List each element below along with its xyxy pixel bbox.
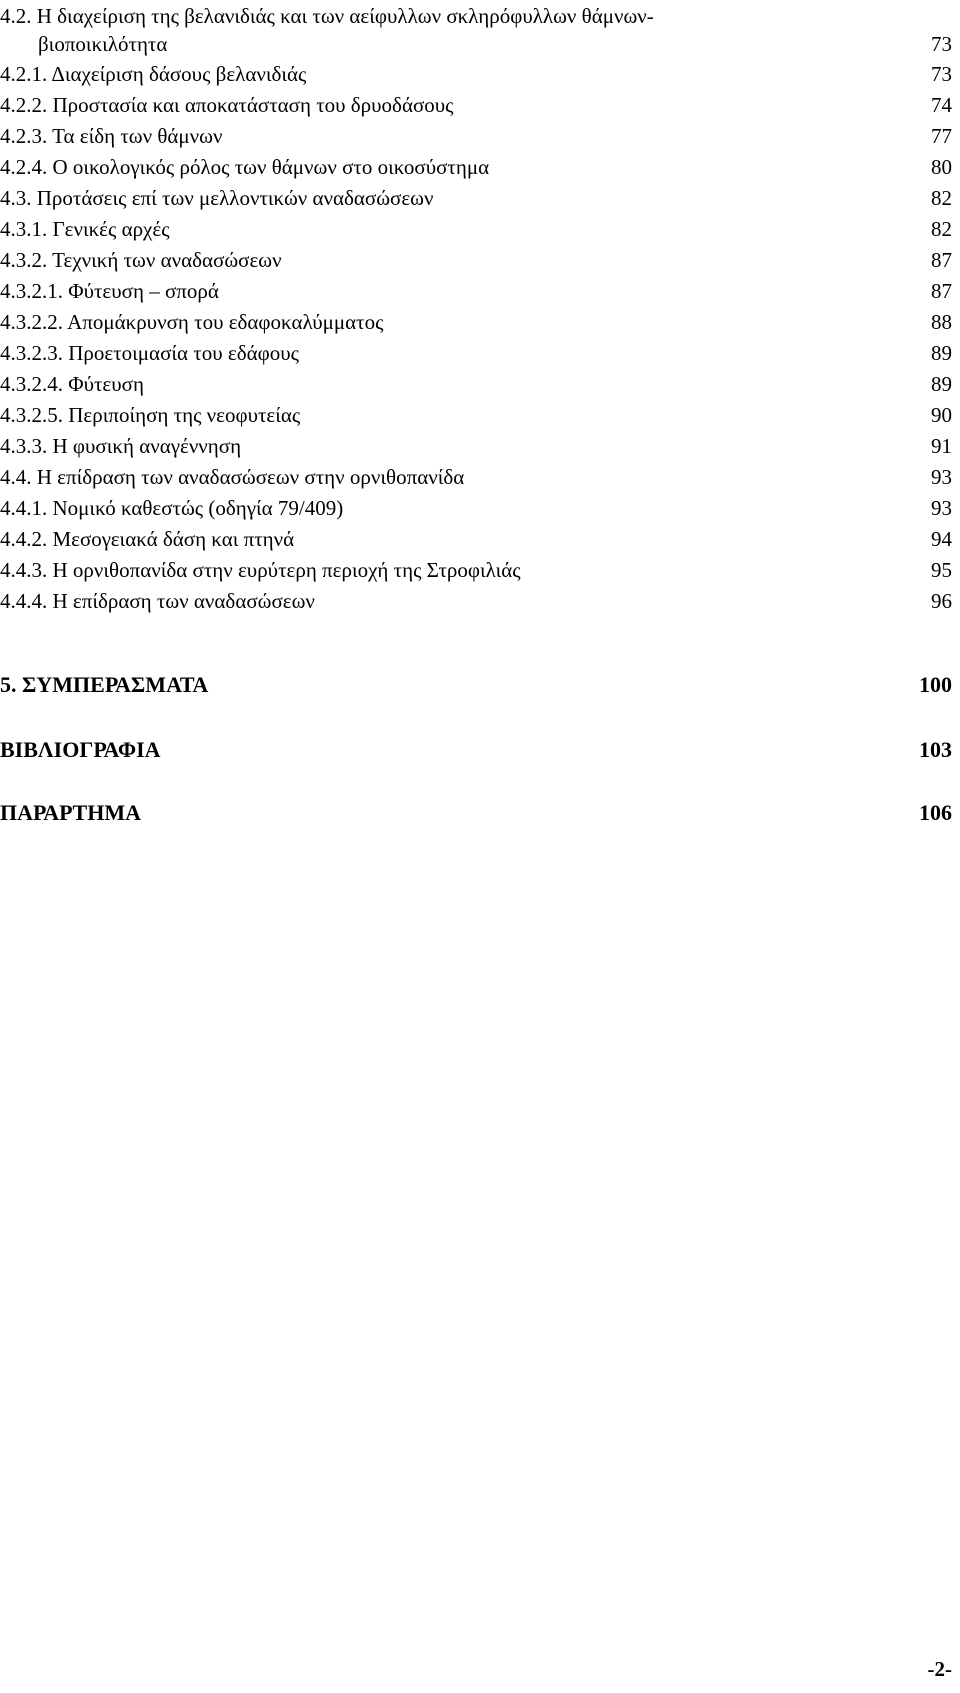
toc-entry: [0, 430, 960, 462]
toc-main-section-page: 103: [919, 737, 952, 762]
toc-entry-label: 4.3.2.5. Περιποίηση της νεοφυτείας: [0, 403, 301, 427]
toc-entry-label: 4.4.1. Νομικό καθεστώς (οδηγία 79/409): [0, 496, 344, 520]
toc-entry: [0, 213, 960, 245]
toc-entry-label: 4.3.2.1. Φύτευση – σπορά: [0, 279, 219, 303]
toc-entry-page: 96: [931, 589, 952, 613]
toc-main-section: [0, 734, 960, 766]
toc-entry: [0, 368, 960, 400]
toc-entry: [0, 306, 960, 338]
toc-entry-label: 4.2.2. Προστασία και αποκατάσταση του δρυοδάσους: [0, 93, 454, 117]
toc-entry: [0, 554, 960, 586]
toc-entry: [0, 182, 960, 214]
toc-entry-page: 94: [931, 527, 952, 551]
toc-entry-label: 4.4.4. Η επίδραση των αναδασώσεων: [0, 589, 315, 613]
toc-entry-page: 90: [931, 403, 952, 427]
toc-entry-page: 77: [931, 124, 952, 148]
toc-entry-label: 4.4.3. Η ορνιθοπανίδα στην ευρύτερη περιοχή της Στροφιλιάς: [0, 558, 521, 582]
toc-entry-page: 80: [931, 155, 952, 179]
toc-entry-page: 87: [931, 248, 952, 272]
toc-entry-page: 73: [931, 32, 952, 56]
toc-entry: [0, 151, 960, 183]
toc-entry-label: 4.3.1. Γενικές αρχές: [0, 217, 170, 241]
toc-entry-label: 4.2.3. Τα είδη των θάμνων: [0, 124, 223, 148]
toc-entry-label: 4.4.2. Μεσογειακά δάση και πτηνά: [0, 527, 295, 551]
toc-entry-page: 91: [931, 434, 952, 458]
toc-main-section-page: 106: [919, 800, 952, 825]
toc-entry-label: 4.3.3. Η φυσική αναγέννηση: [0, 434, 242, 458]
toc-main-section-page: 100: [919, 672, 952, 697]
toc-entry-page: 88: [931, 310, 952, 334]
toc-entry: [0, 120, 960, 152]
toc-entry-label: 4.2.1. Διαχείριση δάσους βελανιδιάς: [0, 62, 307, 86]
toc-entry: [0, 523, 960, 555]
toc-entry: [0, 275, 960, 307]
toc-entry-page: 74: [931, 93, 952, 117]
toc-entry: [0, 58, 960, 90]
toc-entry: [0, 244, 960, 276]
toc-entry-label: 4.3.2.4. Φύτευση: [0, 372, 144, 396]
toc-entry: [0, 461, 960, 493]
toc-entry-label: 4.3.2.3. Προετοιμασία του εδάφους: [0, 341, 299, 365]
toc-entry-continuation: [0, 28, 960, 60]
toc-main-section-label: 5. ΣΥΜΠΕΡΑΣΜΑΤΑ: [0, 672, 209, 697]
toc-main-section-label: ΠΑΡΑΡΤΗΜΑ: [0, 800, 141, 825]
toc-entry-page: 89: [931, 341, 952, 365]
toc-entry-label: 4.3. Προτάσεις επί των μελλοντικών αναδασώσεων: [0, 186, 434, 210]
toc-entry-page: 93: [931, 496, 952, 520]
toc-entry-label-continued: βιοποικιλότητα: [38, 32, 168, 56]
toc-entry-page: 82: [931, 186, 952, 210]
toc-entry: [0, 337, 960, 369]
page-number: -2-: [927, 1657, 952, 1681]
toc-main-section: [0, 797, 960, 829]
toc-entry-page: 93: [931, 465, 952, 489]
toc-entry-page: 82: [931, 217, 952, 241]
toc-entry-label: 4.3.2. Τεχνική των αναδασώσεων: [0, 248, 282, 272]
toc-entry-label: 4.2. Η διαχείριση της βελανιδιάς και των αείφυλλων σκληρόφυλλων θάμνων-: [0, 4, 654, 28]
toc-entry: [0, 89, 960, 121]
toc-main-section: [0, 669, 960, 701]
toc-entry-page: 89: [931, 372, 952, 396]
toc-entry: [0, 585, 960, 617]
toc-entry-label: 4.2.4. Ο οικολογικός ρόλος των θάμνων στο οικοσύστημα: [0, 155, 490, 179]
toc-entry: [0, 399, 960, 431]
toc-entry: [0, 492, 960, 524]
toc-entry-label: 4.3.2.2. Απομάκρυνση του εδαφοκαλύμματος: [0, 310, 384, 334]
toc-main-section-label: ΒΙΒΛΙΟΓΡΑΦΙΑ: [0, 737, 161, 762]
toc-entry-page: 87: [931, 279, 952, 303]
toc-entry-page: 73: [931, 62, 952, 86]
toc-entry-page: 95: [931, 558, 952, 582]
toc-entry-label: 4.4. Η επίδραση των αναδασώσεων στην ορνιθοπανίδα: [0, 465, 465, 489]
